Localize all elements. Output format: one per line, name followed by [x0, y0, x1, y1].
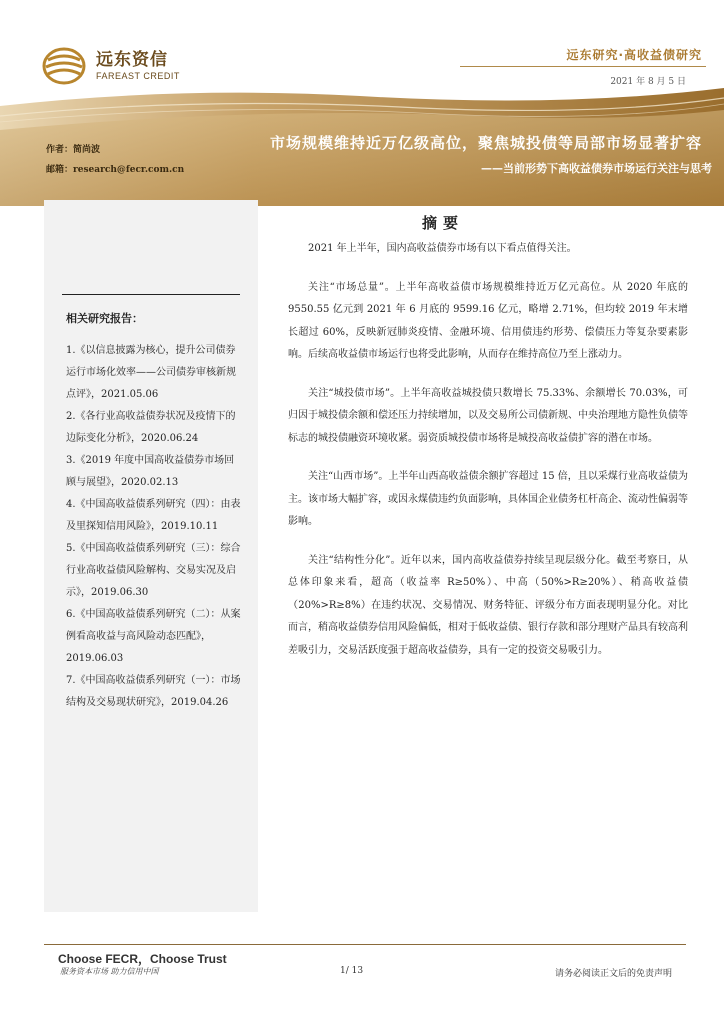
sidebar-divider: [62, 294, 240, 295]
footer-divider: [44, 944, 686, 945]
page-number: 1/ 13: [340, 966, 364, 976]
related-report-item: 2.《各行业高收益债券状况及疫情下的边际变化分析》，2020.06.24: [66, 411, 236, 444]
abstract-paragraph: 2021 年上半年，国内高收益债券市场有以下看点值得关注。: [308, 243, 577, 254]
logo-emblem-icon: [42, 46, 88, 86]
related-reports-title: 相关研究报告：: [66, 312, 143, 325]
abstract-paragraph: 关注“城投债市场”。上半年高收益城投债只数增长 75.33%、余额增长 70.03%，可归因于城投债余额和偿还压力持续增加，以及交易所公司债新规、中央治理地方隐性负债等标志的城投债融资环境收紧。弱资质城投债市场将是城投高收益债扩容的潜在市场。: [288, 387, 688, 444]
email-line: 邮箱：research@fecr.com.cn: [46, 165, 185, 175]
report-title: 市场规模维持近万亿级高位，聚焦城投债等局部市场显著扩容: [269, 134, 702, 152]
logo-english-name: FAREAST CREDIT: [96, 71, 180, 81]
abstract-paragraph: 关注“山西市场”。上半年山西高收益债余额扩容超过 15 倍，且以采煤行业高收益债为主。该市场大幅扩容，或因永煤债违约负面影响，具体国企业债务杠杆高企、流动性偏弱等影响。: [288, 471, 688, 527]
related-report-item: 6.《中国高收益债系列研究（二）：从案例看高收益与高风险动态匹配》，2019.06.03: [66, 609, 241, 664]
abstract-body: [288, 238, 688, 678]
company-logo: [42, 46, 180, 86]
related-reports-sidebar: [44, 200, 258, 912]
footer-slogan: Choose FECR，Choose Trust: [58, 952, 227, 966]
logo-chinese-name: 远东资信: [96, 50, 168, 70]
related-report-item: 4.《中国高收益债系列研究（四）：由表及里探知信用风险》，2019.10.11: [66, 499, 241, 532]
abstract-paragraph: 关注“结构性分化”。近年以来，国内高收益债券持续呈现层级分化。截至考察日，从总体印象来看，超高（收益率 R≥50%）、中高（50%>R≥20%）、稍高收益债（20%>R≥8%）在违约状况、交易情况、财务特征、评级分布方面表现明显分化。对比而言，稍高收益债券信用风险偏低，相对于低收益债、银行存款和部分理财产品具有较高利差吸引力，交易活跃度强于超高收益债券，具有一定的投资交易吸引力。: [288, 554, 688, 656]
related-report-item: 1.《以信息披露为核心，提升公司债券运行市场化效率——公司债券审核新规点评》，2021.05.06: [66, 345, 236, 400]
related-report-item: 7.《中国高收益债系列研究（一）：市场结构及交易现状研究》，2019.04.26: [66, 675, 241, 708]
related-report-item: 5.《中国高收益债系列研究（三）：综合行业高收益债风险解构、交易实况及启示》，2019.06.30: [66, 543, 241, 598]
abstract-paragraph: 关注“市场总量”。上半年高收益债市场规模维持近万亿元高位。从 2020 年底的 9550.55 亿元到 2021 年 6 月底的 9599.16 亿元，略增 2.71%，但均较 2019 年末增长超过 60%，反映新冠肺炎疫情、金融环境、信用债违约形势、偿债压力等复杂要素影响。后续高收益债市场运行也将受此影响，从而存在维持高位乃至上涨动力。: [288, 281, 688, 360]
report-subtitle: ——当前形势下高收益债券市场运行关注与思考: [481, 162, 712, 175]
report-date: 2021 年 8 月 5 日: [610, 77, 686, 87]
related-report-item: 3.《2019 年度中国高收益债券市场回顾与展望》，2020.02.13: [66, 455, 235, 488]
author-line: 作者：简尚波: [46, 145, 101, 155]
header-divider: [460, 66, 706, 67]
abstract-heading: 摘要: [422, 214, 465, 232]
footer-subslogan: 服务资本市场 助力信用中国: [60, 967, 159, 976]
disclaimer-notice: 请务必阅读正文后的免责声明: [554, 969, 672, 979]
research-series: 远东研究·高收益债研究: [566, 48, 702, 62]
related-reports-list: [66, 340, 244, 714]
